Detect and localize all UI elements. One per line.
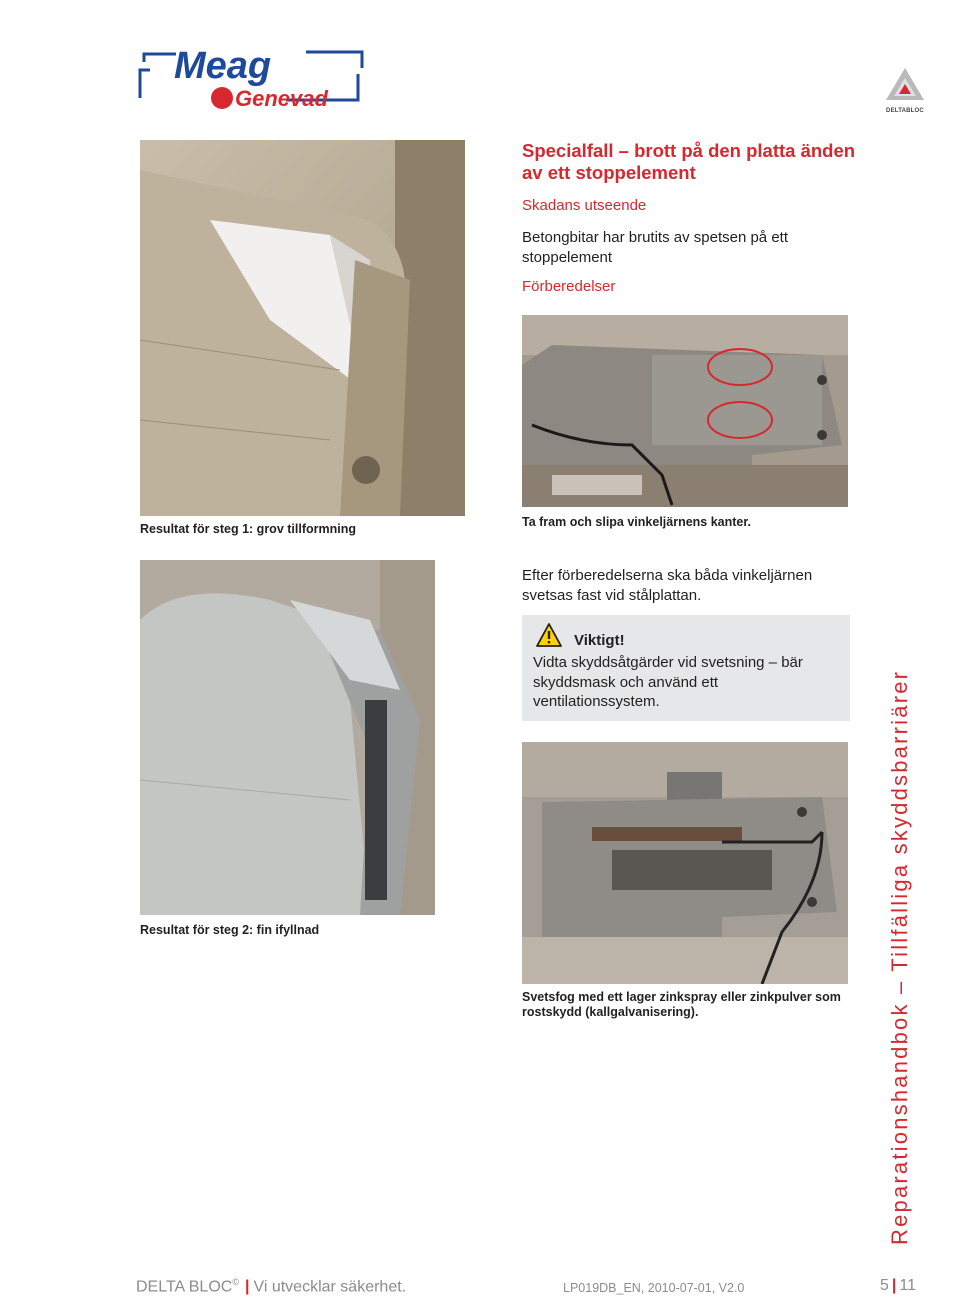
warning-triangle-icon [536, 623, 562, 647]
meag-genevad-logo [136, 40, 366, 112]
deltabloc-logo-text: DELTABLOC [886, 108, 924, 114]
page-number: 5 | 11 [880, 1277, 916, 1294]
caption-grind: Ta fram och slipa vinkeljärnens kanter. [522, 515, 752, 529]
photo-fine-filling [140, 560, 435, 915]
copyright-mark: © [232, 1277, 239, 1287]
current-page: 5 [880, 1277, 889, 1294]
photo-angle-irons-marked [522, 315, 848, 507]
footer-slogan: Vi utvecklar säkerhet. [253, 1278, 407, 1296]
footer-brand-name: DELTA BLOC [136, 1278, 233, 1296]
photo-welded-joint [522, 742, 848, 984]
prep-heading: Förberedelser [522, 278, 616, 295]
footer-brand: DELTA BLOC© | Vi utvecklar säkerhet. [136, 1277, 407, 1296]
footer-doc-id: LP019DB_EN, 2010-07-01, V2.0 [563, 1281, 745, 1295]
warning-box [522, 615, 850, 721]
total-pages: 11 [899, 1277, 916, 1294]
damage-heading: Skadans utseende [522, 197, 647, 214]
after-prep-text: Efter förberedelserna ska båda vinkeljärnen svetsas fast vid stålplattan. [522, 567, 813, 604]
side-title: Reparationshandbok – Tillfälliga skyddsbarriärer [887, 669, 912, 1245]
warning-text: Vidta skyddsåtgärder vid svetsning – bär skyddsmask och använd ett ventilationssystem. [533, 654, 803, 710]
warning-title: Viktigt! [574, 632, 625, 649]
brand-bottom: Genevad [235, 86, 328, 111]
brand-top: Meag [174, 45, 272, 87]
section-title: Specialfall – brott på den platta änden av ett stoppelement [522, 140, 856, 183]
photo-rough-shaping [140, 140, 465, 516]
caption-step1: Resultat för steg 1: grov tillformning [140, 522, 356, 536]
caption-weld: Svetsfog med ett lager zinkspray eller zinkpulver som rostskydd (kallgalvanisering). [522, 990, 841, 1019]
deltabloc-logo [878, 66, 932, 114]
damage-text: Betongbitar har brutits av spetsen på ett stoppelement [522, 229, 788, 266]
caption-step2: Resultat för steg 2: fin ifyllnad [140, 923, 320, 937]
